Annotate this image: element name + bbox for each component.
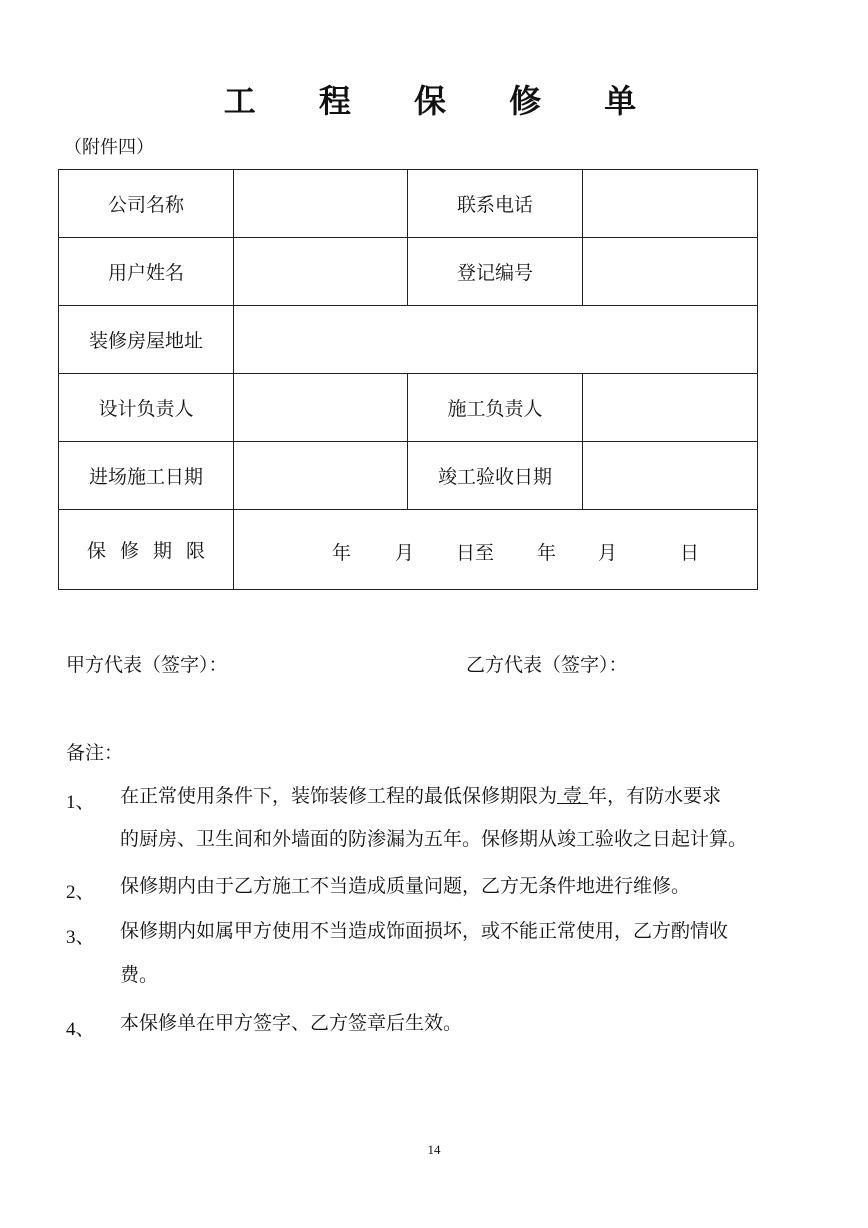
table-row bbox=[59, 442, 758, 510]
table-row bbox=[59, 510, 758, 590]
period-label: 保修期限 bbox=[59, 510, 234, 590]
reg-no-field[interactable] bbox=[583, 238, 758, 306]
party-b-signature: 乙方代表（签字）： bbox=[466, 654, 628, 676]
designer-label: 设计负责人 bbox=[59, 374, 234, 442]
note-number: 2、 bbox=[66, 882, 95, 903]
document-title: 工 程 保 修 单 bbox=[223, 82, 663, 120]
start-date-label: 进场施工日期 bbox=[59, 442, 234, 510]
period-month-1: 月 bbox=[395, 542, 415, 564]
phone-label: 联系电话 bbox=[408, 170, 583, 238]
designer-field[interactable] bbox=[234, 374, 408, 442]
party-a-signature: 甲方代表（签字）： bbox=[66, 654, 228, 676]
table-row bbox=[59, 238, 758, 306]
address-field[interactable] bbox=[234, 306, 758, 374]
table-row bbox=[59, 374, 758, 442]
table-row bbox=[59, 306, 758, 374]
note-item: 保修期内由于乙方施工不当造成质量问题，乙方无条件地进行维修。 bbox=[120, 875, 691, 897]
note-item-continued: 的厨房、卫生间和外墙面的防渗漏为五年。保修期从竣工验收之日起计算。 bbox=[120, 828, 748, 850]
company-name-field[interactable] bbox=[234, 170, 408, 238]
note-item: 本保修单在甲方签字、乙方签章后生效。 bbox=[120, 1012, 463, 1034]
notes-heading: 备注： bbox=[66, 742, 124, 764]
note-item: 保修期内如属甲方使用不当造成饰面损坏，或不能正常使用，乙方酌情收 bbox=[120, 920, 729, 942]
period-year-2: 年 bbox=[537, 542, 557, 564]
attachment-label: （附件四） bbox=[64, 137, 154, 158]
note-number: 4、 bbox=[66, 1019, 95, 1040]
note-number: 3、 bbox=[66, 927, 95, 948]
reg-no-label: 登记编号 bbox=[408, 238, 583, 306]
address-label: 装修房屋地址 bbox=[59, 306, 234, 374]
builder-field[interactable] bbox=[583, 374, 758, 442]
builder-label: 施工负责人 bbox=[408, 374, 583, 442]
period-year-1: 年 bbox=[332, 542, 352, 564]
warranty-form-table bbox=[58, 169, 758, 590]
page-number: 14 bbox=[427, 1142, 441, 1157]
phone-field[interactable] bbox=[583, 170, 758, 238]
period-field[interactable] bbox=[234, 510, 758, 590]
user-name-label: 用户姓名 bbox=[59, 238, 234, 306]
accept-date-field[interactable] bbox=[583, 442, 758, 510]
accept-date-label: 竣工验收日期 bbox=[408, 442, 583, 510]
table-row bbox=[59, 170, 758, 238]
note-item: 在正常使用条件下，装饰装修工程的最低保修期限为 壹 年，有防水要求 bbox=[120, 785, 722, 807]
warranty-years-fill: 壹 bbox=[557, 785, 589, 807]
start-date-field[interactable] bbox=[234, 442, 408, 510]
period-day-2: 日 bbox=[680, 542, 700, 564]
period-month-2: 月 bbox=[598, 542, 618, 564]
note-item-continued: 费。 bbox=[120, 964, 159, 986]
note-number: 1、 bbox=[66, 792, 95, 813]
company-name-label: 公司名称 bbox=[59, 170, 234, 238]
user-name-field[interactable] bbox=[234, 238, 408, 306]
period-day-to: 日至 bbox=[456, 542, 495, 564]
